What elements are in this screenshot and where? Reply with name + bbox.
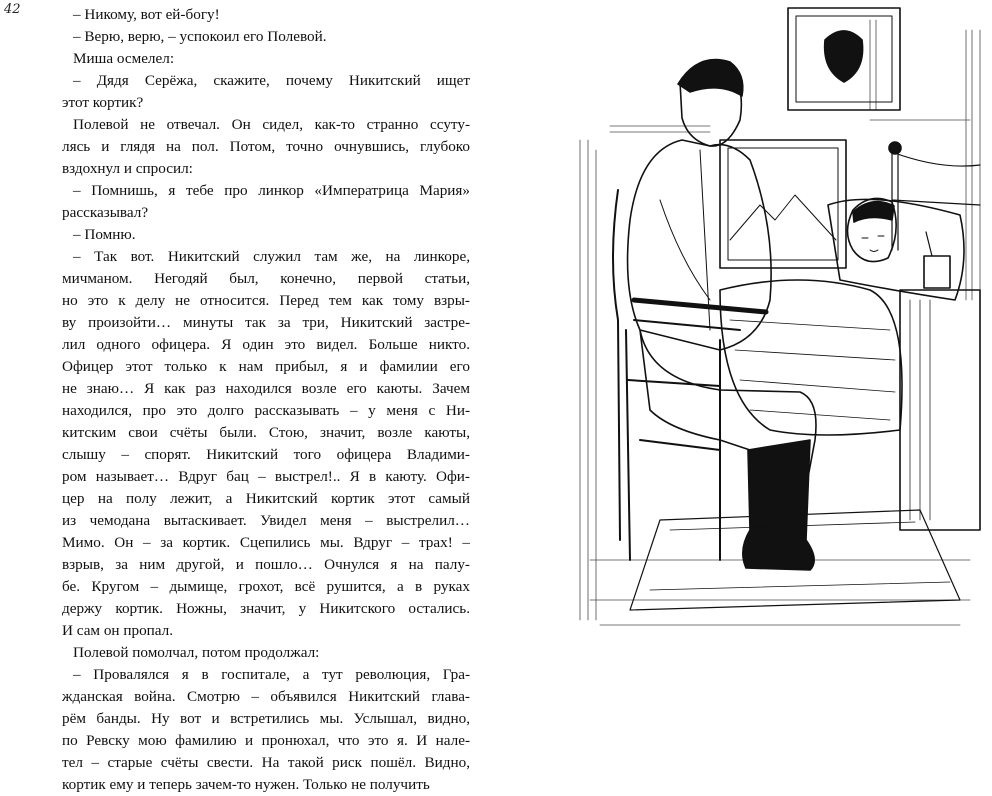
man-tunic xyxy=(628,140,772,350)
book-text-column xyxy=(62,4,470,796)
text-line: держу кортик. Ножны, значит, у Никитского остались. xyxy=(62,600,470,617)
man-belt xyxy=(634,300,766,312)
text-line: Офицер этот только к нам прибыл, я и фамилии его xyxy=(62,358,470,375)
text-line: вздохнул и спросил: xyxy=(62,160,193,177)
text-line: бе. Кругом – дымище, грохот, всё рушится, а в руках xyxy=(62,578,470,595)
text-line: мичманом. Негодяй был, конечно, первой статьи, xyxy=(62,270,470,287)
text-line: – Дядя Серёжа, скажите, почему Никитский ищет xyxy=(73,72,470,89)
text-line: – Помню. xyxy=(73,226,136,243)
page-number: 42 xyxy=(4,2,21,17)
text-line: лил одного офицера. Я один это видел. Больше никто. xyxy=(62,336,470,353)
text-line: китским свои счёты были. Стою, значит, возле каюты, xyxy=(62,424,470,441)
text-line: рём банды. Ну вот и встретились мы. Услышал, видно, xyxy=(62,710,470,727)
text-line: этот кортик? xyxy=(62,94,144,111)
text-line: жданская война. Смотрю – объявился Никитский глава- xyxy=(62,688,470,705)
text-line: Полевой помолчал, потом продолжал: xyxy=(73,644,320,661)
bed-blanket xyxy=(720,280,902,435)
text-line: Полевой не отвечал. Он сидел, как-то странно ссуту- xyxy=(73,116,470,133)
text-line: взрыв, за ним другой, и пошло… Очнулся я на палу- xyxy=(62,556,470,573)
text-line: по Ревску мою фамилию и пронюхал, что это я. И нале- xyxy=(62,732,470,749)
bedside-table xyxy=(900,290,980,530)
text-line: И сам он пропал. xyxy=(62,622,174,639)
text-line: из чемодана вытаскивает. Увидел меня – выстрелил… xyxy=(62,512,470,529)
text-line: цер на полу лежит, а Никитский кортик этот самый xyxy=(62,490,470,507)
text-line: ву произойти… минуты так за три, Никитский застре- xyxy=(62,314,470,331)
man-boot xyxy=(743,440,814,570)
chair xyxy=(613,190,740,560)
text-line: лясь и глядя на пол. Потом, точно очнувшись, глубоко xyxy=(62,138,470,155)
text-line: Мимо. Он – за кортик. Сцепились мы. Вдруг – трах! – xyxy=(62,534,470,551)
text-line: – Верю, верю, – успокоил его Полевой. xyxy=(73,28,327,45)
text-line: ром называет… Вдруг бац – выстрел!.. Я в каюту. Офи- xyxy=(62,468,470,485)
text-line: рассказывал? xyxy=(62,204,149,221)
text-line: – Так вот. Никитский служил там же, на линкоре, xyxy=(73,248,470,265)
wall-landscape-painting xyxy=(720,140,846,268)
text-line: – Провалялся я в госпитале, а тут революция, Гра- xyxy=(73,666,470,683)
text-line: кортик ему и теперь зачем-то нужен. Только не получить xyxy=(62,776,430,793)
text-line: – Помнишь, я тебе про линкор «Императрица Мария» xyxy=(73,182,470,199)
text-line: тел – старые счёты свести. На такой риск пошёл. Видно, xyxy=(62,754,470,771)
bed-headboard xyxy=(892,150,980,250)
book-illustration xyxy=(570,0,986,646)
text-line: Миша осмелел: xyxy=(73,50,175,67)
text-line: – Никому, вот ей-богу! xyxy=(73,6,220,23)
text-line: слышу – спорят. Никитский того офицера Владими- xyxy=(62,446,470,463)
text-line: но это к делу не относится. Перед тем как тому взры- xyxy=(62,292,470,309)
glass-with-spoon xyxy=(924,256,950,288)
text-line: не знаю… Я как раз находился возле его каюты. Зачем xyxy=(62,380,470,397)
text-line: находился, про это долго рассказывать – у меня с Ни- xyxy=(62,402,470,419)
